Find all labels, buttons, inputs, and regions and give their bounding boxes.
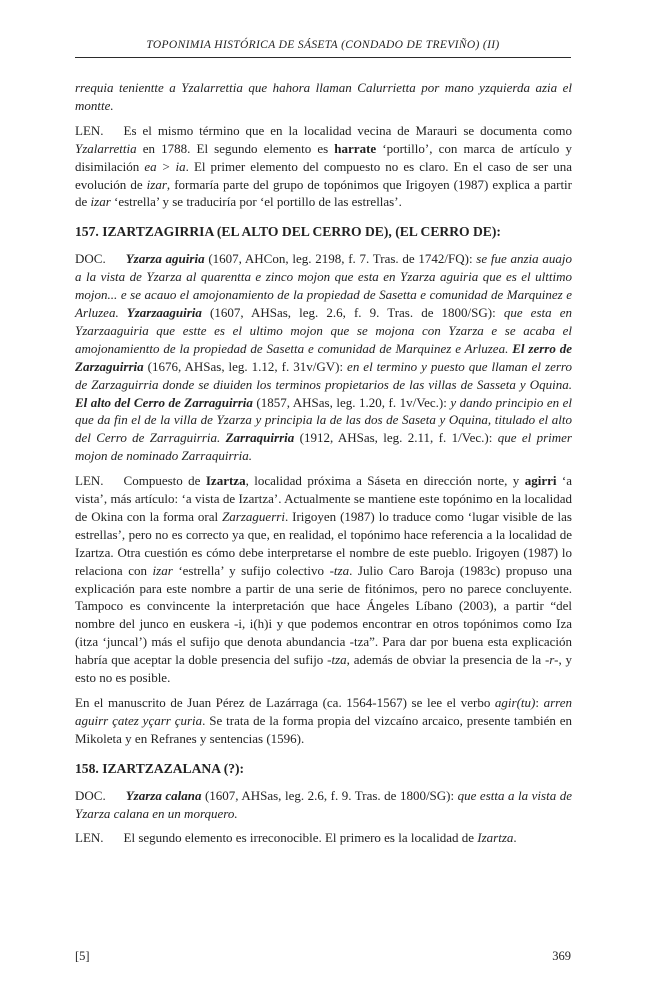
running-header <box>75 39 571 58</box>
len-entry-paragraph <box>75 122 572 212</box>
text-run: izar <box>152 562 173 578</box>
text-run: agirri <box>524 473 557 489</box>
opening-fragment-paragraph <box>75 79 572 115</box>
text-run: . El primer elemento del compuesto no es claro. En el caso de ser una evolución de <box>75 158 572 192</box>
section-heading-157: 157. IZARTZAGIRRIA (EL ALTO DEL CERRO DE), (EL CERRO DE): <box>75 224 501 240</box>
text-run: izar <box>90 194 111 210</box>
text-run: harrate <box>334 140 377 156</box>
text-run: y dando principio en el que da fin el de la villa de Yzarza y principia la de las dos de Saseta y Oquina, titulado el alto del Cerro de Zarraguirria. <box>75 394 573 446</box>
commentary-paragraph <box>75 694 572 748</box>
text-run: que esta en Yzarzaaguiria que estte es el ultimo mojon que se mojona con Yzarza e se acaba el amojonamientto de la propiedad de Sasetta e comunidad de Marquinez e Arluzea. <box>75 304 572 356</box>
sheet-number: [5] <box>75 949 90 963</box>
text-run: Yzalarrettia <box>75 140 137 156</box>
text-run: . Julio Caro Baroja (1983c) propuso una explicación para este nombre a partir de una serie de fitónimos, pero no parece concluyente. Tampoco es convincente la interpretación que hace Ángeles Líbano (2003), a partir “del nombre del junco en euskera -i, i(h)i y que podemos encontrar en otros topónimos como Iza (itza ‘juncal’) más el sufijo que denota abundancia -tza”. Para dar por buena esta explicación habría que aceptar la doble presencia del sufijo <box>75 562 573 668</box>
text-run: Izartza <box>477 830 514 846</box>
text-run: -r- <box>544 652 559 668</box>
text-run: , formaría parte del grupo de topónimos que Irigoyen (1987) explica a partir de <box>75 176 572 210</box>
section-heading-158: 158. IZARTZAZALANA (?): <box>75 760 245 776</box>
len-entry-paragraph <box>75 472 572 687</box>
text-run: ea > ia <box>144 158 186 174</box>
text-run: ‘estrella’ y se traduciría por ‘el portillo de las estrellas’. <box>110 194 402 210</box>
text-run: (1607, AHSas, leg. 2.6, f. 9. Tras. de 1800/SG): <box>201 787 458 803</box>
entry-label: LEN. <box>75 830 104 846</box>
text-run: Compuesto de <box>123 473 206 489</box>
text-run: -tza <box>329 562 350 578</box>
text-run: Es el mismo término que en la localidad vecina de Marauri se documenta como <box>123 122 572 138</box>
text-run: además de obviar la presencia de la <box>349 652 545 668</box>
text-run: , y esto no es posible. <box>75 652 573 686</box>
text-run: Izartza <box>205 473 246 489</box>
entry-label: LEN. <box>75 122 104 138</box>
text-run: (1857, AHSas, leg. 1.20, f. 1v/Vec.): <box>252 394 451 410</box>
text-run: arren aguirr çatez yçarr çuria <box>75 695 572 728</box>
text-run: . <box>513 830 517 846</box>
text-run: -tza, <box>327 652 350 668</box>
text-run: Yzarza calana <box>125 787 202 803</box>
text-run: : <box>535 695 544 710</box>
text-run: Zarraquirria <box>225 430 295 446</box>
text-run: rrequia tenientte a Yzalarrettia que hahora llaman Calurrietta por mano yzquierda azia el montte. <box>75 80 572 113</box>
text-run: (1676, AHSas, leg. 1.12, f. 31v/GV): <box>143 358 348 374</box>
doc-entry-paragraph <box>75 787 572 823</box>
entry-label: DOC. <box>75 251 106 267</box>
text-run: (1607, AHSas, leg. 2.6, f. 9. Tras. de 1800/SG): <box>201 304 504 320</box>
text-run: Zarzaguerri <box>222 508 285 524</box>
page-number: 369 <box>552 949 571 963</box>
text-run: El zerro de Zarzaguirria <box>75 340 572 374</box>
text-run: izar <box>146 176 167 192</box>
text-run: . Se trata de la forma propia del vizcaíno arcaico, presente también en Mikoleta y en Refranes y sentencias (1596). <box>75 712 572 746</box>
text-run: El alto del Cerro de Zarraguirria <box>75 394 253 410</box>
text-run: agir(tu) <box>494 695 536 710</box>
page-footer <box>75 949 571 964</box>
text-run: El segundo elemento es irreconocible. El primero es la localidad de <box>123 830 478 846</box>
text-run: (1607, AHCon, leg. 2198, f. 7. Tras. de 1742/FQ): <box>204 251 477 267</box>
text-run: En el manuscrito de Juan Pérez de Lazárraga (ca. 1564-1567) se lee el verbo <box>75 695 495 710</box>
text-run: Yzarzaaguiria <box>126 304 202 320</box>
text-run: ‘a vista’, más artículo: ‘a vista de Izartza’. Actualmente se mantiene este topónimo en la localidad de Okina con la forma oral <box>75 473 572 524</box>
text-run: (1912, AHSas, leg. 2.11, f. 1/Vec.): <box>294 430 498 446</box>
text-run: en 1788. El segundo elemento es <box>136 140 335 156</box>
text-run: en el termino y puesto que llaman el zerro de Zarzaguirria donde se diuiden los terminos propietarios de las villas de Sasseta y Oquina. <box>75 358 572 392</box>
doc-entry-paragraph <box>75 250 572 465</box>
text-run: . Irigoyen (1987) lo traduce como ‘lugar visible de las estrellas’, pero no es correcto ya que, en realidad, el topónimo hace referencia a la localidad de Izartza. Otra cuestión es cómo debe interpretarse el nombre de este pueblo. Irigoyen (1987) lo relaciona con <box>75 508 572 578</box>
running-title: TOPONIMIA HISTÓRICA DE SÁSETA (CONDADO DE TREVIÑO) (II) <box>146 39 500 51</box>
text-run: , localidad próxima a Sáseta en dirección norte, y <box>245 473 525 489</box>
text-run: Yzarza aguiria <box>125 251 205 267</box>
entry-label: LEN. <box>75 473 104 489</box>
text-run: ‘portillo’, con marca de artículo y disimilación <box>75 140 572 174</box>
text-run: se fue anzia auajo a la vista de Yzarza al quarentta e zinco mojon que esta en Yzarza aguiria que es el ulttimo mojon... e se acauo el amojonamiento de la propiedad de Sasetta e comunidad de Marquinez e Arluzea. <box>75 251 572 320</box>
text-run: ‘estrella’ y sufijo colectivo <box>172 562 330 578</box>
entry-label: DOC. <box>75 787 106 803</box>
text-run: que estta a la vista de Yzarza calana en un morquero. <box>75 787 572 821</box>
document-body <box>75 79 572 854</box>
text-run: que el primer mojon de nominado Zarraquirria. <box>75 430 572 464</box>
len-entry-paragraph <box>75 829 572 847</box>
